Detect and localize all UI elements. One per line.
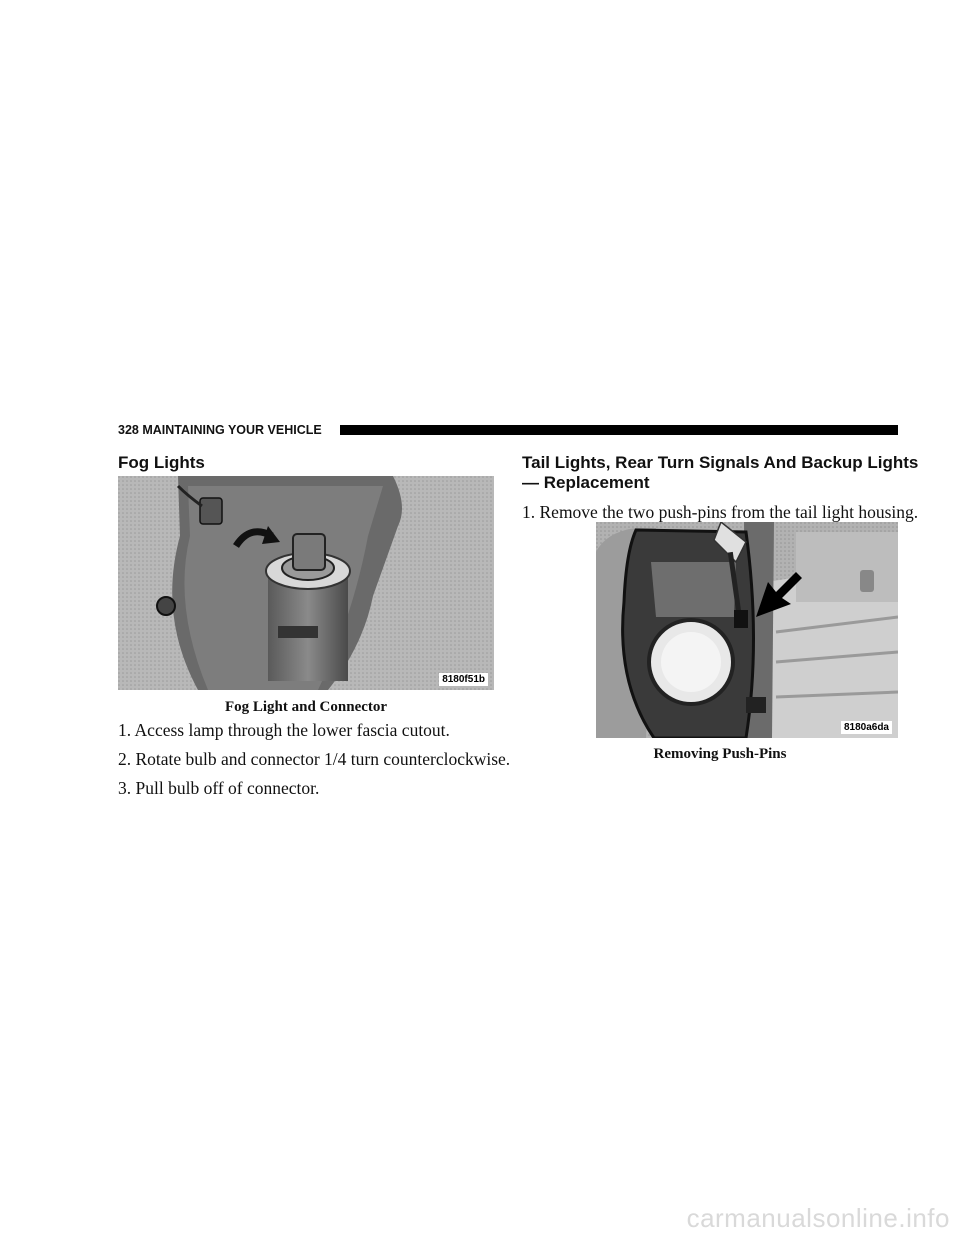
page-header bbox=[118, 422, 898, 438]
step-1-fog: 1. Access lamp through the lower fascia cutout. bbox=[118, 720, 450, 740]
figure-caption-push-pins: Removing Push-Pins bbox=[653, 746, 787, 762]
figure-code: 8180f51b bbox=[439, 673, 488, 686]
figure-caption-fog-light: Fog Light and Connector bbox=[224, 699, 388, 715]
section-heading-tail-lights-line2: — Replacement bbox=[522, 473, 650, 492]
section-heading-tail-lights-line1: Tail Lights, Rear Turn Signals And Backup Lights bbox=[522, 453, 919, 472]
watermark: carmanualsonline.info bbox=[686, 1203, 950, 1233]
page-number-title: 328 MAINTAINING YOUR VEHICLE bbox=[118, 422, 332, 438]
header-rule bbox=[340, 425, 898, 435]
fog-light-illustration bbox=[118, 476, 494, 690]
fog-light-figure bbox=[118, 476, 494, 690]
tail-light-figure bbox=[596, 522, 898, 738]
step-1-tail: 1. Remove the two push-pins from the tail light housing. bbox=[522, 502, 919, 522]
section-heading-fog-lights: Fog Lights bbox=[118, 453, 205, 472]
step-3-fog: 3. Pull bulb off of connector. bbox=[118, 778, 320, 798]
tail-light-illustration bbox=[596, 522, 898, 738]
figure-code: 8180a6da bbox=[841, 721, 892, 734]
step-2-fog: 2. Rotate bulb and connector 1/4 turn counterclockwise. bbox=[118, 749, 511, 769]
